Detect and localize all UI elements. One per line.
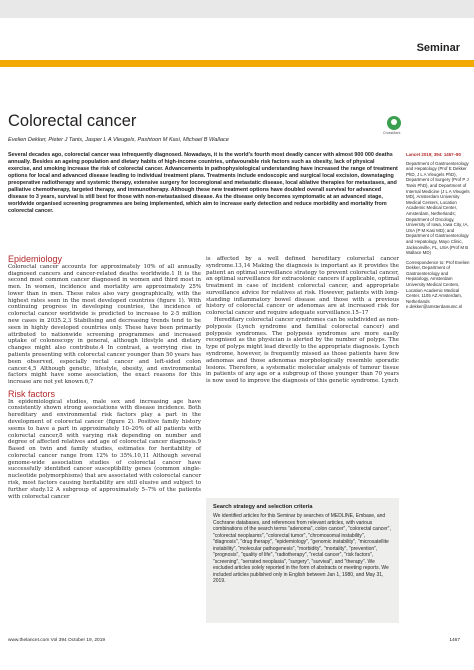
- heading-epidemiology: Epidemiology: [8, 254, 63, 264]
- paragraph-hereditary-2: Hereditary colorectal cancer syndromes can be subdivided as non-polyposis (Lynch syndrome and familial colorectal cancer) and polyposis syndromes. The polyposis syndromes are more easily recognised as the physician is alerted by the number of polyps. The type of polyps might lead directly to the appropriate diagnosis. Lynch syndrome, however, is frequently missed as those patients have few adenomas and those adenomas morphologically resemble sporadic lesions. Therefore, a systematic molecular analysis of tumour tissue in patients of any age or a subgroup of those younger than 70 years is now used to improve the diagnosis of this genetic syndrome. Lynch: [206, 317, 399, 385]
- article-abstract: Several decades ago, colorectal cancer was infrequently diagnosed. Nowadays, it is the world's fourth most deadly cancer with almost 900 000 deaths annually. Besides an ageing population and dietary habits of high-income countries, unfavourable risk factors such as obesity, lack of physical exercise, and smoking increase the risk of colorectal cancer. Advancements in pathophysiological understanding have increased the range of treatment options for local and advanced disease leading to individual treatment plans. Treatments include endoscopic and surgical local excision, downstaging preoperative radiotherapy and systemic therapy, extensive surgery for locoregional and metastatic disease, local ablative therapies for metastases, and palliative chemotherapy, targeted therapy, and immunotherapy. Although these new treatment options have doubled overall survival for advanced disease to 3 years, survival is still best for those with non-metastasised disease. As the disease only becomes symptomatic at an advanced stage, worldwide organised screening programmes are being implemented, which aim to increase early detection and reduce morbidity and mortality from colorectal cancer.: [8, 152, 398, 215]
- paragraph-risk-factors: In epidemiological studies, male sex and increasing age have consistently shown strong associations with disease incidence. Both hereditary and environmental risk factors play a part in the development of colorectal cancer (figure 2). Positive family history seems to have a part in approximately 10–20% of all patients with colorectal cancer,8 with varying risk depending on number and degree of affected relatives and age of colorectal cancer diagnosis.9 Based on twin and family studies, estimates for heritability of colorectal cancer range from 12% to 35%.10,11 Although several genome-wide association studies of colorectal cancer have successfully identified cancer susceptibility genes (common single-nucleotide polymorphisms) that are associated with colorectal cancer risk, most factors causing heritability are still elusive and subject to further study.12 A subgroup of approximately 5–7% of the patients with colorectal cancer: [8, 398, 201, 500]
- paragraph-epidemiology: Colorectal cancer accounts for approximately 10% of all annually diagnosed cancers and cancer-related deaths worldwide.1 It is the second most common cancer diagnosed in women and third most in men. In women, incidence and mortality are approximately 25% lower than in men. These rates also vary geographically, with the highest rates seen in the most developed countries (figure 1). With continuing progress in developing countries, the incidence of colorectal cancer worldwide is predicted to increase to 2·5 million new cases in 2035.2,3 Stabilising and decreasing trends tend to be seen in highly developed countries only. These have been primarily attributed to nationwide screening programmes and increased uptake of colonoscopy in general, although lifestyle and dietary changes might also contribute.4 In contrast, a worrying rise in patients presenting with colorectal cancer younger than 50 years has been observed, especially rectal cancer and left-sided colon cancer.4,5 Although genetic, lifestyle, obesity, and environmental factors might have some association, the exact reasons for this increase are not yet known.6,7: [8, 263, 201, 386]
- search-strategy-heading: Search strategy and selection criteria: [213, 504, 313, 510]
- heading-risk-factors: Risk factors: [8, 388, 56, 399]
- footer-page-number: 1467: [449, 638, 460, 643]
- search-strategy-box: [206, 498, 399, 623]
- section-label: Seminar: [416, 42, 460, 54]
- top-grey-band: [0, 0, 474, 18]
- search-strategy-text: We identified articles for this Seminar by searches of MEDLINE, Embase, and Cochrane databases, and references from relevant articles, with various combinations of the search terms "adenoma", colon cancer", "colorectal cancer", "colorectal neoplasms", "colorectal tumor", "chromosomal instability", "diagnosis", "drug therapy", "epidemiology", "genomic instability", "microsatellite instability", "molecular pathogenesis", "morbidity", "mortality", "prevention", "prognosis", "quality of life", "radiotherapy", "rectal cancer", "risk factors", "screening", "serrated neoplasia", "surgery", "survival", and "therapy". We excluded articles solely reported in the form of abstracts or meeting reports. We included articles published only in English between Jan 1, 1980, and May 31, 2019.: [213, 513, 391, 585]
- section-accent-bar: [0, 60, 474, 67]
- affiliations: Department of Gastroenterology and Hepatology (Prof E Dekker PhD, J L A Vleugels PhD), Department of Surgery (Prof P J Tanis PhD), and Department of Internal Medicine (J L A Vleugels MD), Amsterdam University Medical Centers, Location Academic Medical Center, Amsterdam, Netherlands; Department of Oncology, University of Iowa, Iowa City, IA, USA (P M Kasi MD); and Department of Gastroenterology and Hepatology, Mayo Clinic, Jacksonville, FL, USA (Prof M B Wallace MD): [406, 160, 470, 256]
- sidebar-notes: [406, 152, 470, 314]
- crossmark-label: CrossMark: [383, 131, 401, 135]
- correspondence: Correspondence to: Prof Evelien Dekker, Department of Gastroenterology and Hepatology, Amsterdam University Medical Centers, Location Academic Medical Center, 1105 AZ Amsterdam, Netherlands e.dekker@amsterdamumc.nl: [406, 259, 470, 310]
- article-title: Colorectal cancer: [8, 112, 137, 130]
- right-column: [206, 256, 399, 385]
- left-column: [8, 256, 201, 500]
- crossmark-icon[interactable]: [387, 116, 401, 130]
- publication-info: Lancet 2019; 394: 1467–80: [406, 152, 461, 157]
- article-authors: Evelien Dekker, Pieter J Tanis, Jasper L A Vleugels, Pashtoon M Kasi, Michael B Wallace: [8, 137, 229, 143]
- paragraph-hereditary-1: is affected by a well defined hereditary colorectal cancer syndrome.13,14 Making the diagnosis is important as it provides the patient an optimal surveillance strategy to prevent colorectal cancer, an optimal surveillance for extracolonic cancers if applicable, optimal treatment in case of incident colorectal cancer, and appropriate surveillance advice for relatives at risk. However, patients with long-standing inflammatory bowel disease and those with a previous history of colorectal cancer or adenomas are at increased risk for colorectal cancer and require adequate surveillance.15–17: [206, 256, 399, 317]
- footer-journal-info[interactable]: www.thelancet.com Vol 394 October 19, 2019: [8, 638, 106, 643]
